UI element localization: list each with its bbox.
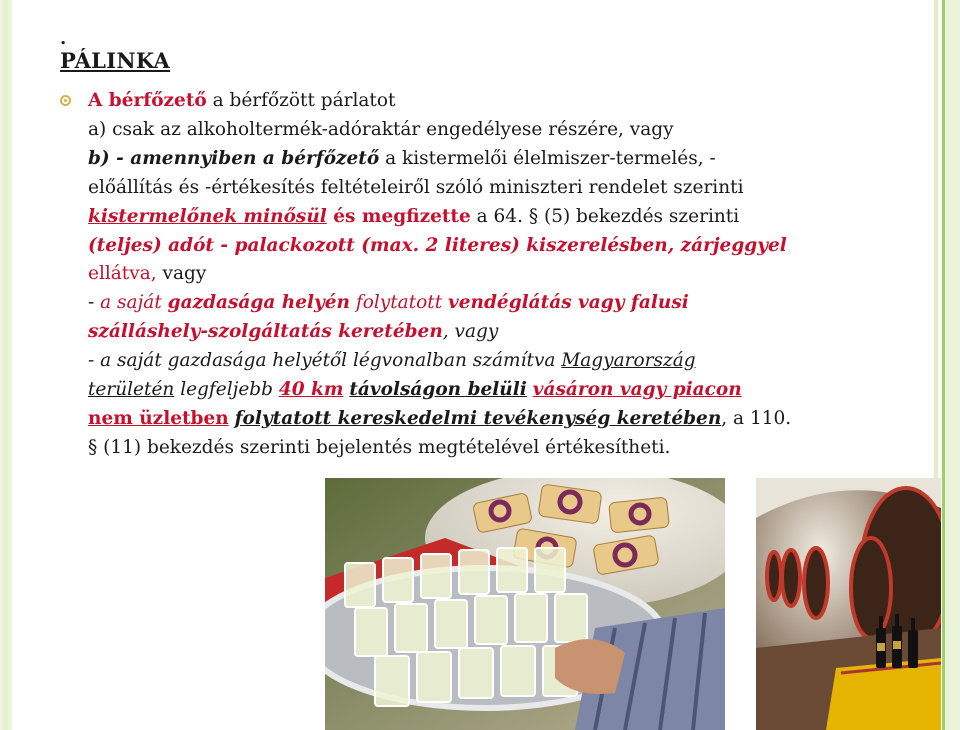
text-segment: A bérfőzető bbox=[88, 90, 207, 111]
text-line bbox=[88, 405, 918, 434]
text-segment: § (11) bekezdés szerinti bejelentés megtételével értékesítheti. bbox=[88, 436, 671, 458]
text-line bbox=[88, 260, 918, 289]
text-line bbox=[88, 376, 918, 405]
slide-body-text bbox=[88, 87, 918, 463]
text-segment: Magyarország bbox=[561, 350, 696, 372]
text-segment: kistermelőnek minősül bbox=[88, 205, 327, 227]
text-segment: a bérfőzött párlatot bbox=[206, 90, 396, 111]
photo-cellar-barrels bbox=[756, 478, 941, 730]
text-segment: (teljes) adót - palackozott (max. 2 literes) kiszerelésben, zárjeggyel bbox=[88, 234, 787, 256]
text-segment: és megfizette bbox=[326, 205, 471, 227]
left-decorative-stripe bbox=[0, 0, 12, 730]
text-segment: , vagy bbox=[442, 321, 499, 343]
cellar-illustration bbox=[756, 478, 941, 730]
text-segment: a saját bbox=[100, 292, 168, 314]
text-segment: előállítás és -értékesítés feltételeiről szóló miniszteri rendelet szerinti bbox=[88, 176, 744, 198]
text-segment: gazdasága helyén bbox=[167, 292, 350, 314]
text-line bbox=[88, 203, 918, 232]
text-segment: szálláshely-szolgáltatás keretében bbox=[88, 321, 443, 343]
text-line bbox=[88, 116, 918, 145]
text-segment: - a saját gazdasága helyétől légvonalban számítva bbox=[88, 350, 562, 372]
text-line bbox=[88, 232, 918, 261]
text-segment: a 64. § (5) bekezdés szerinti bbox=[470, 205, 740, 227]
photo-palinka-tray bbox=[325, 478, 725, 730]
text-segment: a) csak az alkoholtermék-adóraktár engedélyese részére, vagy bbox=[88, 118, 674, 140]
text-line bbox=[88, 145, 918, 174]
text-segment: folytatott kereskedelmi tevékenység keretében bbox=[234, 407, 722, 429]
text-line bbox=[88, 347, 918, 376]
text-segment: - bbox=[88, 292, 101, 314]
title-dot: . bbox=[60, 28, 67, 49]
text-segment: vásáron vagy piacon bbox=[532, 379, 742, 401]
text-line bbox=[88, 87, 918, 116]
text-line bbox=[88, 318, 918, 347]
text-segment: , a 110. bbox=[721, 407, 792, 429]
text-segment: a kistermelői élelmiszer-termelés, - bbox=[379, 147, 716, 169]
text-segment: vendéglátás vagy falusi bbox=[448, 292, 689, 314]
text-line bbox=[88, 434, 918, 463]
text-segment: távolságon belüli bbox=[349, 379, 527, 401]
text-segment: területén bbox=[88, 379, 175, 401]
text-segment: b) - amennyiben a bérfőzető bbox=[88, 147, 380, 169]
bullet-icon bbox=[60, 95, 71, 106]
text-segment: vagy bbox=[156, 263, 207, 285]
slide-title: PÁLINKA bbox=[60, 48, 171, 73]
text-segment: ellátva, bbox=[88, 263, 157, 285]
text-segment: folytatott bbox=[350, 292, 449, 314]
palinka-tray-illustration bbox=[325, 478, 725, 730]
text-segment: 40 km bbox=[278, 379, 344, 401]
text-line bbox=[88, 174, 918, 203]
text-segment: nem üzletben bbox=[88, 407, 229, 429]
text-segment: legfeljebb bbox=[174, 379, 279, 401]
text-line bbox=[88, 289, 918, 318]
